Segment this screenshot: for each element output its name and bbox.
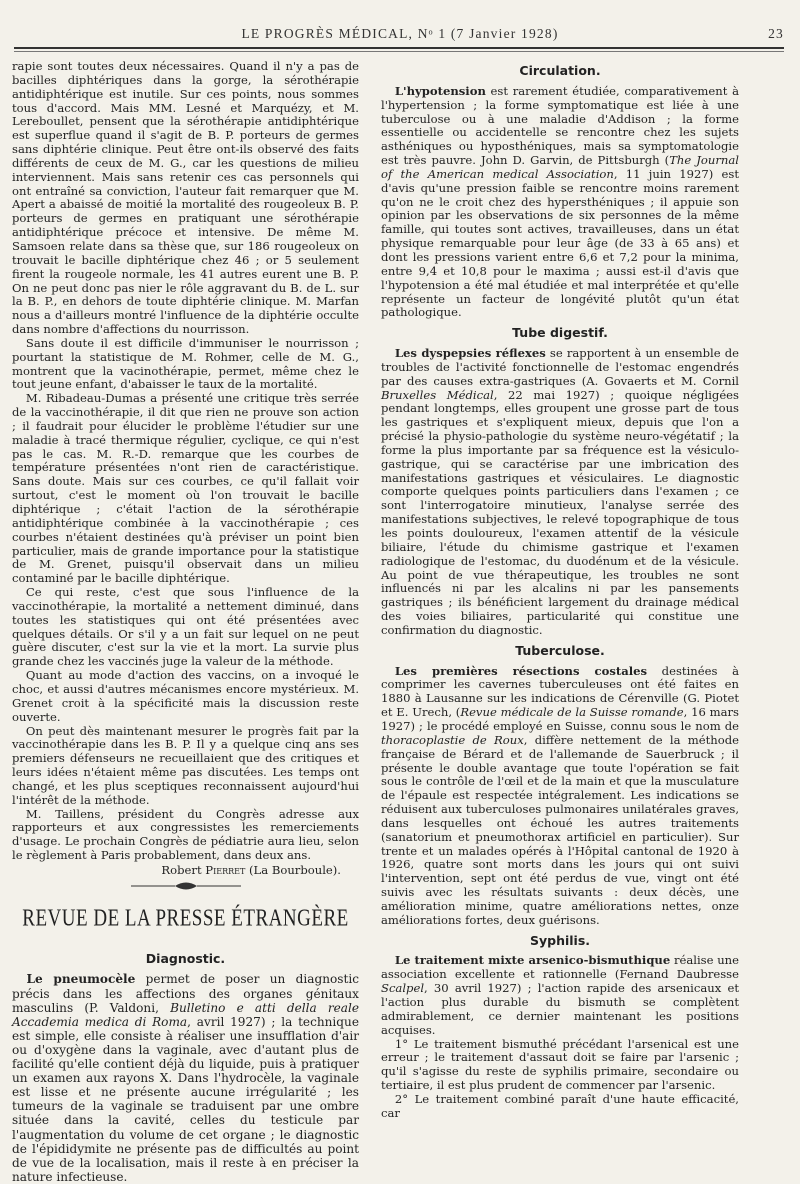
paragraph: Sans doute il est difficile d'immuniser le nourrisson ; pourtant la statistique de M. Rohmer, celle de M. G., montrent que la vacinothérapie, permet, même chez le tout jeune enfant, d'abaisser le taux de la mortalité.: [12, 335, 359, 392]
paragraph: Ce qui reste, c'est que sous l'influence de la vaccinothérapie, la mortalité a nettement diminué, dans toutes les statistiques qui ont été présentées avec quelques détails. Or s'il y a un fait sur lequel on ne peut guère discuter, c'est sur la vie et la mort. La survie plus grande chez les vaccinés juge la valeur de la méthode.: [12, 585, 359, 669]
header-rule-thin: [14, 51, 784, 52]
left-column: [12, 60, 359, 1184]
paragraph: L'hypotension est rarement étudiée, comparativement à l'hypertension ; la forme symptomatique est liée à une tuberculose ou à une maladie d'Addison ; la forme essentielle ou accidentelle se rencontre chez les sujets asthéniques ou hyposthéniques, mais sa symptomatologie est très pauvre. John D. Garvin, de Pittsburgh (The Journal of the American medical Association, 11 juin 1927) est d'avis qu'une pression faible se rencontre moins rarement qu'on ne le croit chez des hypersthéniques ; il appuie son opinion par les observations de six personnes de la même famille, qui toutes sont actives, travailleuses, dans un état physique remarquable pour leur âge (de 33 à 65 ans) et dont les pressions varient entre 6,6 et 7,2 pour la minima, entre 9,4 et 10,8 pour le maxima ; aussi est-il d'avis que l'hypotension a été mal étudiée et mal interprétée et qu'elle représente un facteur de longévité plutôt qu'un état pathologique.: [381, 83, 739, 320]
subsection-heading: Circulation.: [519, 63, 601, 78]
paragraph: M. Ribadeau-Dumas a présenté une critique très serrée de la vaccinothérapie, il dit que rien ne prouve son action ; il faudrait pour élucider le problème l'étudier sur une maladie à tracé thermique régulier, cyclique, ce qui n'est pas le cas. M. R.-D. remarque que les courbes de température présentées n'ont rien de caractéristique. Sans doute. Mais sur ces courbes, ce qu'il fallait voir surtout, c'est le moment où l'on trouvait le bacille diphtérique ; c'était l'action de la sérothérapie antidiphtérique combinée à la vaccinothérapie ; ces courbes n'étaient destinées qu'à préviser un point bien particulier, mais de grande importance pour la statistique de M. Grenet, puisqu'il observait dans un milieu contaminé par le bacille diphtérique.: [12, 391, 359, 586]
paragraph: On peut dès maintenant mesurer le progrès fait par la vaccinothérapie dans les B. P. Il y a quelque cinq ans ses premiers défenseurs ne recueillaient que des critiques et leurs idées n'étaient même pas discutées. Les temps ont changé, et les plus sceptiques reconnaissent aujourd'hui l'intérêt de la méthode.: [12, 723, 359, 807]
paragraph: M. Taillens, président du Congrès adresse aux rapporteurs et aux congressistes les remerciements d'usage. Le prochain Congrès de pédiatrie aura lieu, selon le règlement à Paris probablement, dans deux ans.: [12, 806, 359, 863]
section-heading: REVUE DE LA PRESSE ÉTRANGÈRE: [22, 905, 349, 932]
paragraph: Quant au mode d'action des vaccins, on a invoqué le choc, et aussi d'autres mécanismes encore mystérieux. M. Grenet croit à la spécificité mais la discussion reste ouverte.: [12, 668, 359, 724]
page-number: 23: [768, 26, 784, 41]
author-signature: Robert Pierret (La Bourboule).: [161, 862, 341, 877]
paragraph: Le traitement mixte arsenico-bismuthique réalise une association excellente et rationnelle (Fernand Daubresse Scalpel, 30 avril 1927) ; l'action rapide des arsenicaux et l'action plus durable du bismuth se complètent admirablement, ce dernier maintenant les positions acquises.: [381, 953, 739, 1037]
right-column: [381, 60, 739, 1121]
subsection-heading: Diagnostic.: [145, 950, 226, 966]
paragraph: 2° Le traitement combiné paraît d'une haute efficacité, car: [381, 1091, 739, 1120]
paragraph: Les dyspepsies réflexes se rapportent à un ensemble de troubles de l'activité fonctionnelle de l'estomac engendrés par des causes extra-gastriques (A. Govaerts et M. Cornil Bruxelles Médical, 22 mai 1927) ; quoique négligées pendant longtemps, elles groupent une grosse part de tous les gastriques et s'expliquent mieux, depuis que l'on a précisé la physio-pathologie du système neuro-végétatif ; la forme la plus importante par sa fréquence est la vésiculo-gastrique, qui se caractérise par une imbrication des manifestations gastriques et vésiculaires. Le diagnostic comporte quelques points particuliers dans l'examen ; ce sont l'interrogatoire minutieux, l'analyse serrée des manifestations subjectives, le relevé topographique de tous les points douloureux, l'examen attentif de la vésicule biliaire, l'étude du chimisme gastrique et l'examen radiologique de l'estomac, du duodénum et de la vésicule. Au point de vue thérapeutique, les troubles ne sont influencés ni par les alcalins ni par les pansements gastriques ; ils bénéficient largement du drainage médical des voies biliaires, particularité qui constitue une confirmation du diagnostic.: [381, 346, 740, 637]
paragraph: Les premières résections costales destinées à comprimer les cavernes tuberculeuses ont été faites en 1880 à Lausanne sur les indications de Cérenville (G. Piotet et E. Urech, (Revue médicale de la Suisse romande, 16 mars 1927) ; le procédé employé en Suisse, connu sous le nom de thoracoplastie de Roux, diffère nettement de la méthode française de Bérard et de l'allemande de Sauerbruck ; il présente le double avantage que toute l'opération se fait sous le contrôle de l'œil et de la main et que la musculature de l'épaule est respectée intégralement. Les indications se réduisent aux tuberculoses pulmonaires unilatérales graves, dans lesquelles ont échoué les autres traitements (sanatorium et pneumothorax artificiel en particulier). Sur trente et un malades opérés à l'Hôpital cantonal de 1920 à 1926, quatre sont morts dans les jours qui ont suivi l'intervention, sept ont été perdus de vue, vingt ont été suivis avec les résultats suivants : deux décès, une amélioration minime, quatre améliorations nettes, onze améliorations fortes, deux guérisons.: [381, 663, 739, 927]
subsection-heading: Tuberculose.: [515, 642, 605, 658]
header-rule: [14, 47, 784, 49]
subsection-heading: Tube digestif.: [512, 325, 608, 341]
paragraph: Le pneumocèle permet de poser un diagnostic précis dans les affections des organes génitaux masculins (P. Valdoni, Bulletino e atti della reale Accademia medica di Roma, avril 1927) ; la technique est simple, elle consiste à réaliser une insufflation d'air ou d'oxygène dans la vaginale, avec d'autant plus de facilité qu'elle contient déjà du liquide, puis à pratiquer un examen aux rayons X. Dans l'hydrocèle, la vaginale est lisse et ne présente aucune irrégularité ; les tumeurs de la vaginale se traduisent par une ombre située dans la cavité, celles du testicule par l'augmentation du volume de cet organe ; le diagnostic de l'épididymite ne présente pas de difficultés au point de vue de la localisation, mais il reste à en préciser la nature infectieuse.: [12, 972, 360, 1184]
running-header: [14, 20, 786, 46]
running-title: LE PROGRÈS MÉDICAL, Nᵒ 1 (7 Janvier 1928): [241, 26, 559, 41]
paragraph: rapie sont toutes deux nécessaires. Quand il n'y a pas de bacilles diphtériques dans la gorge, la sérothérapie antidiphtérique est inutile. Sur ces points, nous sommes tous d'accord. Mais MM. Lesné et Marquézy, et M. Lereboullet, pensent que la sérothérapie antidiphtérique est superflue quand il s'agit de B. P. porteurs de germes sans diphtérie clinique. Peut être ont-ils observé des faits différents de ceux de M. G., car les questions de milieu interviennent. Mais sans retenir ces cas personnels qui ont entraîné sa conviction, l'auteur fait remarquer que M. Apert a abaissé de moitié la mortalité des rougeoleux B. P. porteurs de germes en pratiquant une sérothérapie antidiphtérique précoce et intensive. De même M. Samsoen relate dans sa thèse que, sur 186 rougeoleux on trouvait le bacille diphtérique chez 46 ; or 5 seulement firent la rougeole normale, les 41 autres eurent une B. P. On ne peut donc pas nier le rôle aggravant du B. de L. sur la B. P., en dehors de toute diphtérie clinique. M. Marfan nous a d'ailleurs montré l'influence de la diphtérie occulte dans nombre d'affections du nourrisson.: [12, 59, 359, 337]
paragraph: 1° Le traitement bismuthé précédant l'arsenical est une erreur ; le traitement d'assaut doit se faire par l'arsenic ; qu'il s'agisse du reste de syphilis primaire, secondaire ou tertiaire, il est plus prudent de commencer par l'arsenic.: [381, 1036, 739, 1093]
subsection-heading: Syphilis.: [529, 932, 591, 948]
ornament-divider: [131, 880, 241, 892]
